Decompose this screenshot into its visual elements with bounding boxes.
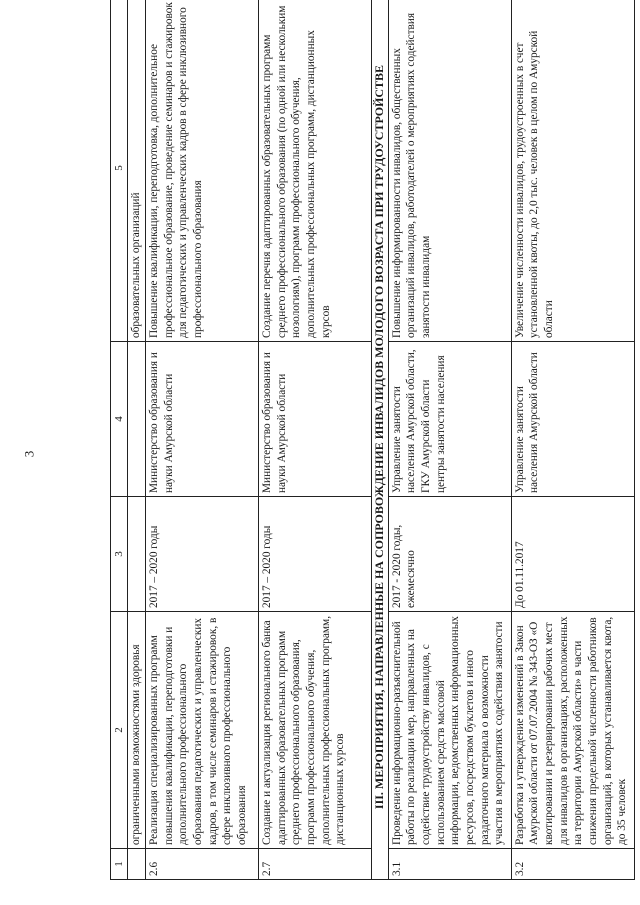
cell-measure: Проведение информационно-разъяснительной работы по реализации мер, направленных на содействие трудоустройству инвалидов, с использованием средств массовой информации, ведомственных информационных ресурсов, посредством буклетов и иного раздаточного материала о возможности участия в мероприятиях содействия занятости (388, 612, 511, 849)
cell-deadline: 2017 – 2020 годы (145, 497, 258, 612)
table-row-2-6 (145, 0, 258, 880)
cell-executor: Управление занятости населения Амурской области, ГКУ Амурской области центры занятости населения (388, 342, 511, 497)
section-title: III. МЕРОПРИЯТИЯ, НАПРАВЛЕННЫЕ НА СОПРОВОЖДЕНИЕ ИНВАЛИДОВ МОЛОДОГО ВОЗРАСТА ПРИ ТРУДОУСТРОЙСТВЕ (371, 0, 388, 880)
cell-measure: Создание и актуализация регионального банка адаптированных образовательных программ среднего профессионального образования, программ профессионального обучения, дополнительных профессиональных программ, дистанционных курсов (258, 612, 371, 849)
cell-num (128, 849, 146, 880)
table-header-row (111, 0, 128, 880)
header-col-3: 3 (111, 497, 128, 612)
cell-result: Увеличение численности инвалидов, трудоустроенных в счет установленной квоты, до 2,0 тыс. человек в целом по Амурской области (511, 0, 634, 342)
header-col-1: 1 (111, 849, 128, 880)
cell-result: образовательных организаций (128, 0, 146, 342)
cell-executor (128, 342, 146, 497)
cell-deadline: До 01.11.2017 (511, 497, 634, 612)
cell-measure: ограниченными возможностями здоровья (128, 612, 146, 849)
cell-executor: Министерство образования и науки Амурской области (145, 342, 258, 497)
header-col-5: 5 (111, 0, 128, 342)
cell-executor: Министерство образования и науки Амурской области (258, 342, 371, 497)
header-col-4: 4 (111, 342, 128, 497)
cell-result: Повышение квалификации, переподготовка, дополнительное профессиональное образование, проведение семинаров и стажировок для педагогических и управленческих кадров в сфере инклюзивного профессионального образования (145, 0, 258, 342)
cell-measure: Разработка и утверждение изменений в Закон Амурской области от 07.07.2004 № 343-ОЗ «О квотировании и резервировании рабочих мест для инвалидов в организациях, расположенных на территории Амурской области» в части снижения предельной численности работников организаций, в которых устанавливается квота, до 35 человек (511, 612, 634, 849)
cell-measure: Реализация специализированных программ повышения квалификации, переподготовки и дополнительного профессионального образования педагогических и управленческих кадров, в том числе семинаров и стажировок, в сфере инклюзивного профессионального образования (145, 612, 258, 849)
header-col-2: 2 (111, 612, 128, 849)
table-row-continuation (128, 0, 146, 880)
cell-num: 2.6 (145, 849, 258, 880)
cell-num: 3.2 (511, 849, 634, 880)
section-heading-row (371, 0, 388, 880)
cell-deadline: 2017 – 2020 годы (258, 497, 371, 612)
table-row-3-1 (388, 0, 511, 880)
page-number: 3 (21, 450, 37, 458)
cell-deadline (128, 497, 146, 612)
measures-table (110, 0, 635, 880)
cell-num: 3.1 (388, 849, 511, 880)
cell-result: Повышение информированности инвалидов, общественных организаций инвалидов, работодателей о мероприятиях содействия занятости инвалидам (388, 0, 511, 342)
rotated-page-content (110, 2, 630, 880)
table-row-2-7 (258, 0, 371, 880)
cell-executor: Управление занятости населения Амурской области (511, 342, 634, 497)
table-row-3-2 (511, 0, 634, 880)
cell-num: 2.7 (258, 849, 371, 880)
cell-result: Создание перечня адаптированных образовательных программ среднего профессионального образования (по одной или нескольким нозологиям), программ профессионального обучения, дополнительных профессиональных программ, дистанционных курсов (258, 0, 371, 342)
cell-deadline: 2017 - 2020 годы, ежемесячно (388, 497, 511, 612)
